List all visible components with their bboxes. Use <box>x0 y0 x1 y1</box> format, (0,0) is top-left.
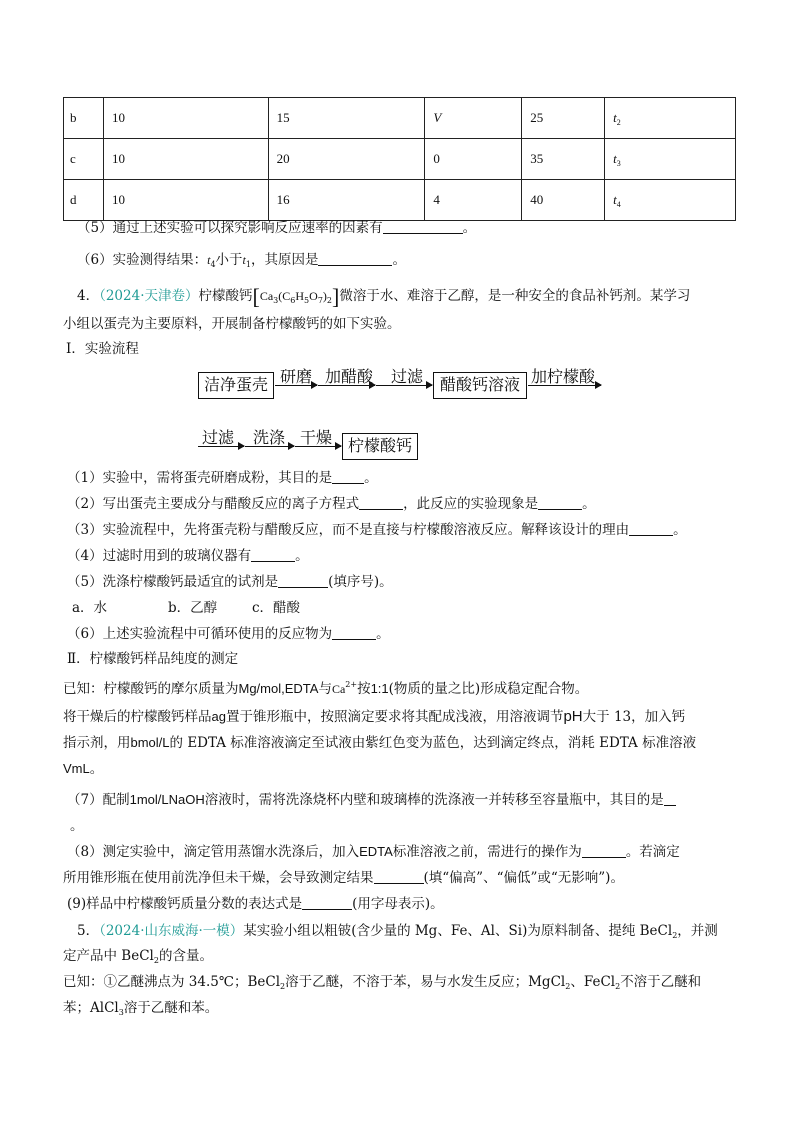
table-cell: 16 <box>268 180 425 221</box>
q4-known: 已知：柠檬酸钙的摩尔质量为Mg/mol,EDTA与$Ca^{2+}$按1:1(物质的量之比)形成稳定配合物。 <box>63 680 589 697</box>
flow-step-wash: 洗涤 <box>253 428 286 447</box>
option-b: b．乙醇 <box>168 600 218 616</box>
answer-blank[interactable] <box>332 471 364 484</box>
flow-step-grind: 研磨 <box>280 367 313 386</box>
answer-blank[interactable] <box>359 497 403 510</box>
q4-part4: （4）过滤时用到的玻璃仪器有 。 <box>67 548 309 564</box>
experiment-table <box>63 97 736 221</box>
option-c: c．醋酸 <box>252 600 301 616</box>
table-cell: 10 <box>103 139 268 180</box>
q4-section1: Ⅰ．实验流程 <box>66 341 139 357</box>
q4-options <box>72 599 300 617</box>
question-source: （2024·天津卷） <box>99 288 199 304</box>
table-cell: 0 <box>425 139 522 180</box>
answer-blank[interactable] <box>302 897 352 910</box>
q3-part6: （6）实验测得结果：$t_4$小于$t_1$，其原因是 。 <box>77 252 406 269</box>
q4-part7: （7）配制1mol/LNaOH溶液时，需将洗涤烧杯内壁和玻璃棒的洗涤液一并转移至容量瓶中，其目的是 <box>67 791 676 809</box>
flow-arrow <box>318 385 375 386</box>
table-cell: 40 <box>522 180 605 221</box>
answer-blank[interactable] <box>538 497 582 510</box>
flow-step-acetic: 加醋酸 <box>325 367 374 386</box>
q4-part8: （8）测定实验中，滴定管用蒸馏水洗涤后，加入EDTA标准溶液之前，需进行的操作为 。若滴定 <box>67 844 680 860</box>
answer-blank[interactable] <box>332 627 376 640</box>
table-cell: 10 <box>103 180 268 221</box>
q5-title-line2: 定产品中 BeCl$_2$的含量。 <box>63 948 213 965</box>
table-row <box>64 98 736 139</box>
q4-part3: （3）实验流程中，先将蛋壳粉与醋酸反应，而不是直接与柠檬酸溶液反应。解释该设计的理由 。 <box>67 522 687 538</box>
flow-step-filter: 过滤 <box>391 367 424 386</box>
q4-procedure-line1: 将干燥后的柠檬酸钙样品ag置于锥形瓶中，按照滴定要求将其配成浅液，用溶液调节pH大于 13，加入钙 <box>63 708 686 725</box>
flow-arrow <box>245 446 294 447</box>
table-cell: V <box>425 98 522 139</box>
table-cell: 15 <box>268 98 425 139</box>
flow-arrow <box>528 385 601 386</box>
q4-part5: （5）洗涤柠檬酸钙最适宜的试剂是 (填序号)。 <box>67 574 393 590</box>
answer-blank[interactable] <box>664 793 676 806</box>
answer-blank[interactable] <box>318 253 392 266</box>
table-cell: c <box>64 139 104 180</box>
flow-arrow <box>295 446 341 447</box>
flow-arrow <box>376 385 432 386</box>
flow-box-calcium-citrate: 柠檬酸钙 <box>342 433 418 460</box>
q4-part9: (9)样品中柠檬酸钙质量分数的表达式是 (用字母表示)。 <box>67 896 444 912</box>
option-a: a．水 <box>72 600 108 616</box>
answer-blank[interactable] <box>629 523 673 536</box>
question-source: （2024·山东威海·一模） <box>99 923 244 939</box>
table-cell: b <box>64 98 104 139</box>
table-cell: 4 <box>425 180 522 221</box>
q4-title-line2: 小组以蛋壳为主要原料，开展制备柠檬酸钙的如下实验。 <box>63 316 401 332</box>
table-cell-time: $t_3$ <box>605 139 736 180</box>
flow-box-calcium-acetate: 醋酸钙溶液 <box>433 372 527 399</box>
flow-step-citric: 加柠檬酸 <box>531 367 596 386</box>
q4-part6: （6）上述实验流程中可循环使用的反应物为 。 <box>67 626 390 642</box>
q4-part7-end: 。 <box>70 818 84 834</box>
flow-step-filter2: 过滤 <box>202 428 235 447</box>
answer-blank[interactable] <box>374 871 424 884</box>
flow-step-dry: 干燥 <box>300 428 333 447</box>
q4-part8-line2: 所用锥形瓶在使用前洗净但未干燥，会导致测定结果 (填“偏高”、“偏低”或“无影响”)。 <box>63 870 624 886</box>
answer-blank[interactable] <box>582 845 626 858</box>
flow-arrow <box>198 446 244 447</box>
q5-known-line2: 苯；AlCl$_3$溶于乙醚和苯。 <box>63 1000 219 1017</box>
answer-blank[interactable] <box>278 575 328 588</box>
q4-procedure-line3: VmL。 <box>63 761 104 777</box>
table-cell-time: $t_2$ <box>605 98 736 139</box>
q4-title-line1: 4．（2024·天津卷）柠檬酸钙$[Ca_3(C_6H_5O_7)_2]$微溶于水、难溶于乙醇，是一种安全的食品补钙剂。某学习 <box>77 284 691 309</box>
table-cell: 20 <box>268 139 425 180</box>
table-cell: d <box>64 180 104 221</box>
flow-arrow <box>275 385 317 386</box>
q4-part1: （1）实验中，需将蛋壳研磨成粉，其目的是 。 <box>67 470 378 486</box>
answer-blank[interactable] <box>251 549 295 562</box>
table-cell: 10 <box>103 98 268 139</box>
q5-title-line1: 5．（2024·山东威海·一模）某实验小组以粗铍(含少量的 Mg、Fe、Al、Si)为原料制备、提纯 BeCl$_2$，并测 <box>77 923 718 940</box>
table-cell: 35 <box>522 139 605 180</box>
answer-blank[interactable] <box>383 221 463 234</box>
q4-procedure-line2: 指示剂，用bmol/L的 EDTA 标准溶液滴定至试液由紫红色变为蓝色，达到滴定终点，消耗 EDTA 标准溶液 <box>63 735 697 751</box>
q4-section2: Ⅱ．柠檬酸钙样品纯度的测定 <box>67 651 239 667</box>
table-cell-time: $t_4$ <box>605 180 736 221</box>
q4-part2: （2）写出蛋壳主要成分与醋酸反应的离子方程式 ，此反应的实验现象是 。 <box>67 496 596 512</box>
q3-part5: （5）通过上述实验可以探究影响反应速率的因素有 。 <box>77 220 477 236</box>
flow-box-eggshell: 洁净蛋壳 <box>198 372 274 399</box>
q5-known-line1: 已知：①乙醚沸点为 34.5℃；BeCl$_2$溶于乙醚，不溶于苯，易与水发生反应；MgCl$_2$、FeCl$_2$不溶于乙醚和 <box>63 974 702 991</box>
table-cell: 25 <box>522 98 605 139</box>
table-row <box>64 139 736 180</box>
table-row <box>64 180 736 221</box>
